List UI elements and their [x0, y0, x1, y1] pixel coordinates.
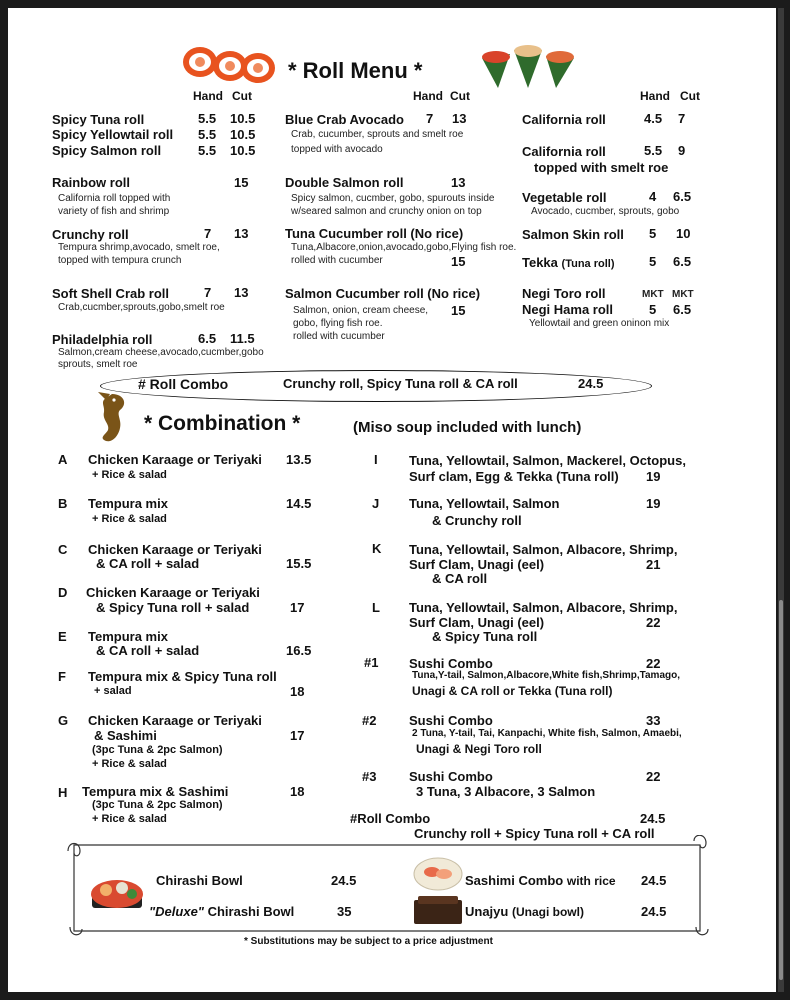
- combo-letter: J: [372, 496, 380, 511]
- roll-cut-price: 11.5: [230, 331, 255, 346]
- roll-hand-price: 5: [649, 302, 657, 317]
- roll-cut-price: MKT: [672, 289, 694, 300]
- combo-price: 18: [290, 784, 305, 799]
- combo-price: 21: [646, 557, 661, 572]
- roll-description: sprouts, smelt roe: [58, 359, 138, 370]
- roll-cut-price: 10.5: [230, 111, 256, 126]
- roll-cut-price: 15: [451, 303, 466, 318]
- bowl-price: 35: [337, 904, 352, 919]
- roll-description: topped with avocado: [291, 144, 383, 155]
- roll-cut-price: 15: [451, 254, 466, 269]
- combo-item: Tuna, Yellowtail, Salmon, Albacore, Shrimp,: [409, 542, 678, 557]
- roll-description: Salmon,cream cheese,avocado,cucmber,gobo: [58, 347, 264, 358]
- roll-name: California roll: [522, 112, 606, 127]
- sushi-roll-icon: [180, 42, 280, 88]
- combo-item: Sushi Combo: [409, 769, 493, 784]
- roll-cut-price: 6.5: [673, 189, 692, 204]
- combo-price: 17: [290, 600, 305, 615]
- bowl-price: 24.5: [331, 873, 357, 888]
- roll-combo-label: # Roll Combo: [138, 376, 229, 392]
- col1-hand-header: Hand: [193, 89, 223, 103]
- chirashi-bowl-icon: [88, 866, 146, 912]
- combo-item: Sushi Combo: [409, 713, 493, 728]
- roll-name: Spicy Tuna roll: [52, 112, 145, 127]
- roll-name: Philadelphia roll: [52, 332, 153, 347]
- combo-detail: + Rice & salad: [92, 469, 167, 481]
- combo-price: 16.5: [286, 643, 312, 658]
- combo-detail: Unagi & CA roll or Tekka (Tuna roll): [412, 684, 613, 698]
- roll-hand-price: 5.5: [198, 143, 217, 158]
- col3-cut-header: Cut: [680, 89, 700, 103]
- combo-price: 18: [290, 684, 305, 699]
- combo-item: Tuna, Yellowtail, Salmon: [409, 496, 560, 511]
- roll-cut-price: 15: [234, 175, 249, 190]
- combo-detail: 2 Tuna, Y-tail, Tai, Kanpachi, White fish, Salmon, Amaebi,: [412, 728, 682, 739]
- combo-item: Tuna, Yellowtail, Salmon, Albacore, Shrimp,: [409, 600, 678, 615]
- roll-hand-price: 7: [204, 226, 212, 241]
- roll-hand-price: 4.5: [644, 111, 663, 126]
- roll-description: Crab, cucumber, sprouts and smelt roe: [291, 129, 464, 140]
- combination-note: (Miso soup included with lunch): [353, 419, 582, 436]
- roll-description: topped with tempura crunch: [58, 255, 182, 266]
- combo-letter: D: [58, 585, 68, 600]
- combo-price: 19: [646, 496, 661, 511]
- combo-detail: (3pc Tuna & 2pc Salmon): [92, 744, 223, 756]
- combo-item: Tempura mix & Spicy Tuna roll: [88, 669, 277, 684]
- col2-cut-header: Cut: [450, 89, 470, 103]
- roll-name: Double Salmon roll: [285, 175, 404, 190]
- roll-hand-price: MKT: [642, 289, 664, 300]
- combo-detail: Surf Clam, Unagi (eel): [409, 557, 545, 572]
- combo-letter: L: [372, 600, 380, 615]
- roll-cut-price: 10: [676, 226, 691, 241]
- combo-detail: + salad: [94, 685, 132, 697]
- roll-name: Spicy Salmon roll: [52, 143, 162, 158]
- roll-description: w/seared salmon and crunchy onion on top: [291, 206, 482, 217]
- combo-detail: & Spicy Tuna roll + salad: [96, 600, 250, 615]
- combo-letter: #2: [362, 713, 377, 728]
- combo-letter: H: [58, 785, 68, 800]
- bowl-price: 24.5: [641, 904, 667, 919]
- combo-detail: Crunchy roll + Spicy Tuna roll + CA roll: [414, 826, 655, 841]
- combo-price: 24.5: [640, 811, 666, 826]
- scroll-frame: [60, 835, 710, 943]
- combo-detail: & Crunchy roll: [432, 513, 522, 528]
- combo-detail: Unagi & Negi Toro roll: [416, 742, 542, 756]
- roll-combo-desc: Crunchy roll, Spicy Tuna roll & CA roll: [283, 376, 518, 391]
- scrollbar-thumb[interactable]: [779, 600, 783, 980]
- roll-name: Vegetable roll: [522, 190, 607, 205]
- combo-item: Tempura mix: [88, 629, 168, 644]
- roll-subtitle: topped with smelt roe: [534, 160, 669, 175]
- combo-price: 14.5: [286, 496, 312, 511]
- roll-hand-price: 5.5: [198, 111, 217, 126]
- combo-price: 22: [646, 615, 661, 630]
- combo-price: 15.5: [286, 556, 312, 571]
- combo-letter: A: [58, 452, 68, 467]
- roll-description: Yellowtail and green oninon mix: [529, 318, 670, 329]
- roll-cut-price: 13: [452, 111, 467, 126]
- roll-combo-price: 24.5: [578, 376, 604, 391]
- combo-letter: #3: [362, 769, 377, 784]
- roll-cut-price: 13: [234, 226, 249, 241]
- combo-detail: & CA roll + salad: [96, 643, 200, 658]
- combo-item: Chicken Karaage or Teriyaki: [88, 713, 262, 728]
- roll-menu-title: * Roll Menu *: [288, 58, 423, 83]
- roll-name: Spicy Yellowtail roll: [52, 127, 174, 142]
- combination-title: * Combination *: [144, 412, 301, 435]
- combo-item: Sushi Combo: [409, 656, 493, 671]
- bowl-name: [149, 904, 294, 919]
- roll-cut-price: 13: [234, 285, 249, 300]
- roll-hand-price: 5.5: [198, 127, 217, 142]
- roll-description: Salmon, onion, cream cheese,: [293, 305, 429, 316]
- roll-cut-price: 6.5: [673, 302, 692, 317]
- bowl-name-main: Unajyu: [465, 904, 509, 919]
- roll-description: gobo, flying fish roe.: [293, 318, 383, 329]
- roll-name: Salmon Cucumber roll (No rice): [285, 286, 481, 301]
- roll-description: Tempura shrimp,avocado, smelt roe,: [58, 242, 220, 253]
- combo-detail: + Rice & salad: [92, 813, 167, 825]
- roll-name: Negi Hama roll: [522, 302, 614, 317]
- combo-detail: & Spicy Tuna roll: [432, 629, 538, 644]
- roll-description: rolled with cucumber: [291, 255, 383, 266]
- bowl-name-emphasis: "Deluxe": [149, 904, 204, 919]
- roll-name: [522, 255, 615, 270]
- roll-hand-price: 5: [649, 226, 657, 241]
- roll-description: Avocado, cucmber, sprouts, gobo: [531, 206, 680, 217]
- combo-price: 17: [290, 728, 305, 743]
- combo-item: Chicken Karaage or Teriyaki: [86, 585, 260, 600]
- roll-cut-price: 7: [678, 111, 686, 126]
- roll-name-note: (Tuna roll): [561, 258, 615, 270]
- bowl-name-small: (Unagi bowl): [511, 905, 584, 919]
- combo-letter: #1: [364, 655, 379, 670]
- bowl-price: 24.5: [641, 873, 667, 888]
- roll-hand-price: 5.5: [644, 143, 663, 158]
- combo-item: Chicken Karaage or Teriyaki: [88, 452, 262, 467]
- combo-detail: Surf Clam, Unagi (eel): [409, 615, 545, 630]
- combo-price: 13.5: [286, 452, 312, 467]
- combo-letter: B: [58, 496, 68, 511]
- combo-letter: E: [58, 629, 67, 644]
- combo-price: 22: [646, 656, 661, 671]
- footnote: * Substitutions may be subject to a price adjustment: [244, 936, 493, 947]
- seahorse-icon: [90, 390, 134, 450]
- bowl-name: [465, 904, 584, 919]
- col1-cut-header: Cut: [232, 89, 252, 103]
- combo-item: Tempura mix & Sashimi: [82, 784, 229, 799]
- combo-letter: C: [58, 542, 68, 557]
- bowl-name-main: Sashimi Combo: [465, 873, 564, 888]
- combo-letter: F: [58, 669, 66, 684]
- roll-name: Soft Shell Crab roll: [52, 286, 170, 301]
- combo-letter: I: [374, 452, 378, 467]
- hand-roll-icon: [476, 44, 580, 92]
- roll-description: Spicy salmon, cucmber, gobo, spurouts inside: [291, 193, 495, 204]
- roll-name: Blue Crab Avocado: [285, 112, 404, 127]
- combo-price: 22: [646, 769, 661, 784]
- combo-detail: & CA roll: [432, 571, 488, 586]
- col2-hand-header: Hand: [413, 89, 443, 103]
- combo-item: Chicken Karaage or Teriyaki: [88, 542, 262, 557]
- combo-letter: #Roll Combo: [350, 811, 431, 826]
- sashimi-plate-icon: [412, 852, 464, 892]
- menu-page: [8, 8, 776, 992]
- roll-description: variety of fish and shrimp: [58, 206, 170, 217]
- combo-detail: + Rice & salad: [92, 758, 167, 770]
- roll-description: California roll topped with: [58, 193, 171, 204]
- roll-name: Negi Toro roll: [522, 286, 606, 301]
- combo-detail: (3pc Tuna & 2pc Salmon): [92, 799, 223, 811]
- roll-hand-price: 6.5: [198, 331, 217, 346]
- combo-detail: + Rice & salad: [92, 513, 167, 525]
- roll-description: Crab,cucmber,sprouts,gobo,smelt roe: [58, 302, 225, 313]
- bowl-name-small: with rice: [566, 874, 616, 888]
- bowl-name: Chirashi Bowl: [156, 873, 243, 888]
- roll-description: Tuna,Albacore,onion,avocado,gobo,Flying fish roe.: [291, 242, 517, 253]
- combo-detail: & CA roll + salad: [96, 556, 200, 571]
- combo-detail: & Sashimi: [94, 728, 157, 743]
- combo-price: 33: [646, 713, 661, 728]
- roll-name: Tuna Cucumber roll (No rice): [285, 226, 464, 241]
- roll-cut-price: 6.5: [673, 254, 692, 269]
- roll-hand-price: 7: [204, 285, 212, 300]
- roll-cut-price: 13: [451, 175, 466, 190]
- col3-hand-header: Hand: [640, 89, 670, 103]
- combo-price: 19: [646, 469, 661, 484]
- roll-name: Crunchy roll: [52, 227, 129, 242]
- roll-hand-price: 5: [649, 254, 657, 269]
- roll-name-main: Tekka: [522, 255, 558, 270]
- roll-cut-price: 10.5: [230, 127, 256, 142]
- roll-name: Salmon Skin roll: [522, 227, 624, 242]
- roll-name: Rainbow roll: [52, 175, 130, 190]
- bowl-name: [465, 873, 616, 888]
- combo-letter: G: [58, 713, 69, 728]
- roll-name: California roll: [522, 144, 606, 159]
- roll-cut-price: 10.5: [230, 143, 256, 158]
- unagi-box-icon: [412, 894, 464, 926]
- combo-detail: Tuna,Y-tail, Salmon,Albacore,White fish,Shrimp,Tamago,: [412, 670, 680, 681]
- roll-hand-price: 7: [426, 111, 434, 126]
- bowl-name-main: Chirashi Bowl: [207, 904, 295, 919]
- combo-item: Tempura mix: [88, 496, 168, 511]
- combo-letter: K: [372, 541, 382, 556]
- roll-hand-price: 4: [649, 189, 657, 204]
- roll-description: rolled with cucumber: [293, 331, 385, 342]
- roll-cut-price: 9: [678, 143, 686, 158]
- combo-detail: Surf clam, Egg & Tekka (Tuna roll): [409, 469, 619, 484]
- combo-detail: 3 Tuna, 3 Albacore, 3 Salmon: [416, 784, 596, 799]
- combo-item: Tuna, Yellowtail, Salmon, Mackerel, Octopus,: [409, 453, 686, 468]
